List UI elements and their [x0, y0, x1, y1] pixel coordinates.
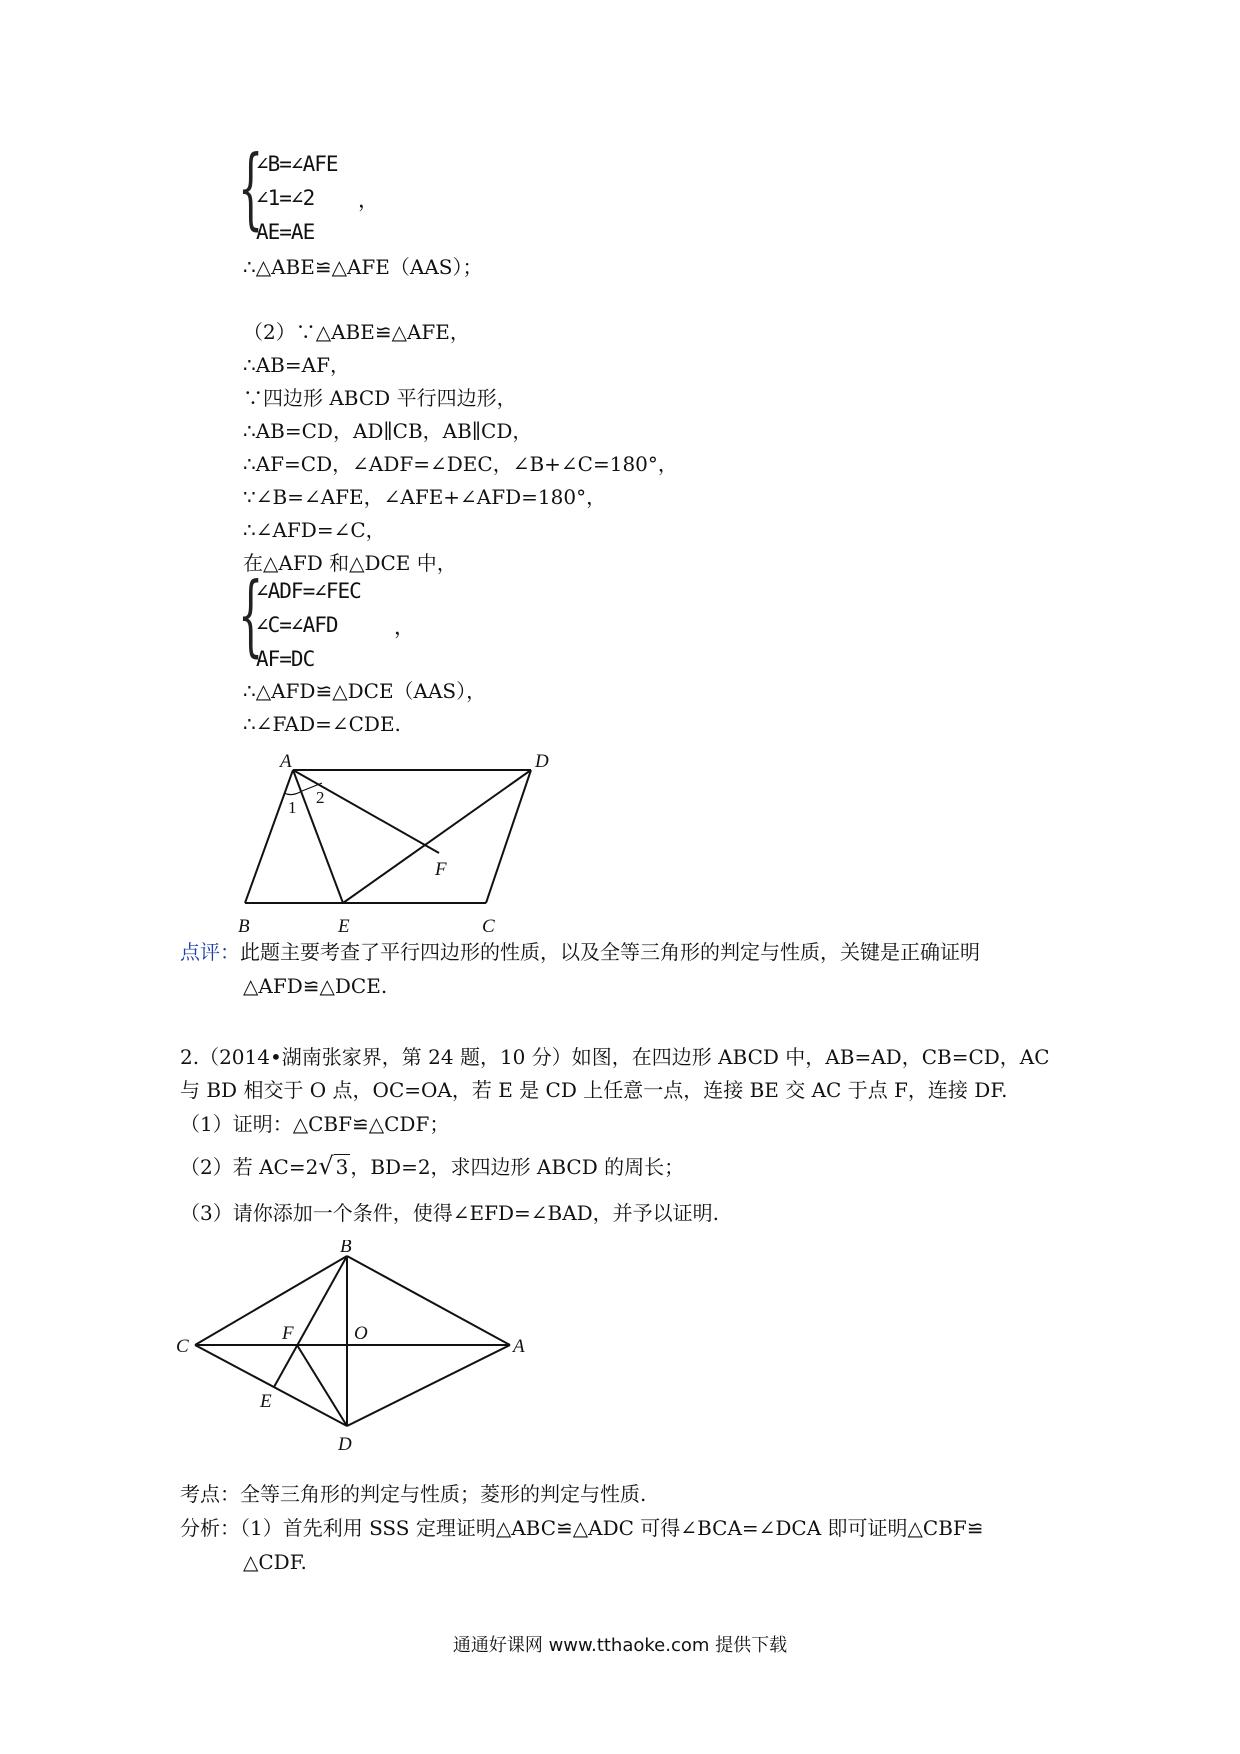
label-angle-1: 1: [288, 798, 297, 817]
parallelogram-figure: [230, 745, 570, 940]
label-A: A: [513, 1336, 525, 1357]
label-F: F: [282, 1323, 294, 1344]
system-row: ∠ADF=∠FEC: [256, 579, 361, 603]
segment-BA: [347, 1256, 510, 1345]
footer: 通通好课网 www.tthaoke.com 提供下载: [452, 1635, 788, 1656]
segment-AD: [347, 1345, 510, 1426]
label-D: D: [338, 1434, 352, 1455]
rhombus-figure: [170, 1240, 530, 1455]
segment-FD: [297, 1345, 347, 1426]
label-C: C: [482, 916, 495, 937]
proof2-after-line: ∴∠FAD=∠CDE.: [243, 712, 401, 736]
part2-after: ，BD=2，求四边形 ABCD 的周长；: [350, 1155, 685, 1179]
fenxi-line-1: 分析：（1）首先利用 SSS 定理证明△ABC≌△ADC 可得∠BCA=∠DCA 即可证明△CBF≌: [180, 1516, 984, 1540]
system-row: ∠B=∠AFE: [256, 152, 338, 176]
segment-DC: [486, 770, 531, 903]
segment-DC: [195, 1345, 347, 1426]
problem2-part-1: （1）证明：△CBF≌△CDF；: [180, 1112, 450, 1136]
proof-conclusion-1: ∴△ABE≌△AFE（AAS）；: [243, 255, 483, 279]
radicand: 3: [335, 1155, 349, 1179]
proof2-line: ∴∠AFD=∠C，: [243, 518, 386, 542]
problem2-part-3: （3）请你添加一个条件，使得∠EFD=∠BAD，并予以证明.: [180, 1201, 720, 1225]
system-row: ∠C=∠AFD: [256, 613, 338, 637]
comment-line-1: [180, 938, 980, 966]
proof2-line: ∵∠B=∠AFE，∠AFE+∠AFD=180°，: [243, 485, 607, 509]
proof2-line: ∵四边形 ABCD 平行四边形，: [243, 386, 517, 410]
system-row: AE=AE: [256, 220, 315, 244]
segment-AF: [293, 770, 439, 853]
comment-text: 此题主要考查了平行四边形的性质，以及全等三角形的判定与性质，关键是正确证明: [240, 940, 980, 964]
proof2-line: （2）∵△ABE≌△AFE，: [243, 320, 470, 344]
sqrt-expression: [318, 1152, 350, 1181]
part2-before: （2）若 AC=2: [180, 1155, 319, 1179]
proof2-line: ∴AB=AF，: [243, 353, 350, 377]
problem2-line-2: 与 BD 相交于 O 点，OC=OA，若 E 是 CD 上任意一点，连接 BE 交 AC 于点 F，连接 DF.: [180, 1078, 1008, 1102]
label-A: A: [280, 751, 292, 772]
label-O: O: [354, 1323, 368, 1344]
label-E: E: [338, 916, 350, 937]
label-angle-2: 2: [316, 788, 325, 807]
label-D: D: [535, 751, 549, 772]
label-B: B: [340, 1240, 352, 1257]
fenxi-line-2: △CDF.: [243, 1550, 307, 1574]
label-B: B: [238, 916, 250, 937]
system-comma: ，: [394, 615, 414, 639]
label-F: F: [435, 859, 447, 880]
segment-CB: [195, 1256, 347, 1345]
proof2-line: ∴AF=CD，∠ADF=∠DEC，∠B+∠C=180°，: [243, 452, 678, 476]
proof2-line: 在△AFD 和△DCE 中，: [243, 551, 457, 575]
left-brace: {: [238, 136, 264, 239]
system-row: ∠1=∠2: [256, 186, 315, 210]
comment-label: 点评：: [180, 940, 240, 964]
label-C: C: [176, 1336, 189, 1357]
kaodian-line: 考点：全等三角形的判定与性质；菱形的判定与性质.: [180, 1482, 647, 1506]
proof2-line: ∴AB=CD，AD∥CB，AB∥CD，: [243, 419, 533, 443]
problem2-part-2: [180, 1152, 684, 1181]
system-comma: ，: [358, 188, 378, 212]
system-row: AF=DC: [256, 647, 315, 671]
proof2-after-line: ∴△AFD≌△DCE（AAS），: [243, 679, 487, 703]
segment-ED: [343, 770, 531, 903]
comment-line-2: △AFD≌△DCE.: [243, 974, 388, 998]
left-brace: {: [238, 563, 264, 666]
problem2-line-1: 2.（2014•湖南张家界，第 24 题，10 分）如图，在四边形 ABCD 中，AB=AD，CB=CD，AC: [180, 1045, 1050, 1069]
label-E: E: [260, 1391, 272, 1412]
radical-sign: √: [318, 1152, 334, 1180]
segment-AB: [245, 770, 293, 903]
